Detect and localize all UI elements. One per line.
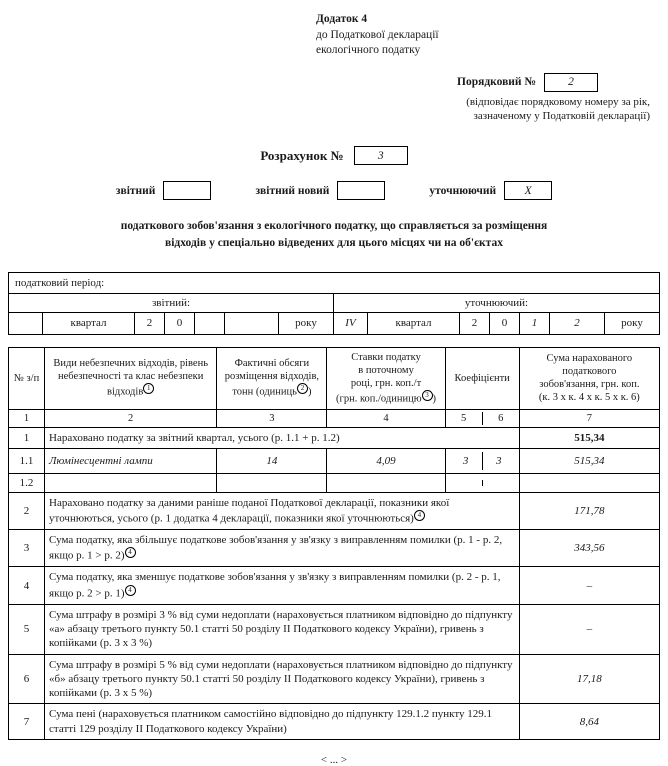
table-row	[9, 567, 660, 604]
header-volume-mark: 2	[297, 383, 308, 394]
row-volume[interactable]: 14	[217, 448, 327, 473]
reporting-year-digit-3[interactable]	[195, 313, 225, 334]
row-number: 3	[9, 530, 45, 567]
table-row	[9, 448, 660, 473]
correcting-prefix[interactable]: IV	[334, 313, 368, 334]
header-rate-line2: в поточному	[358, 364, 414, 376]
type-reporting-new	[255, 181, 385, 200]
type-correcting-label: уточнюючий	[429, 184, 497, 197]
correcting-year-digit-2[interactable]: 0	[490, 313, 520, 334]
row-number: 5	[9, 604, 45, 654]
row-description[interactable]	[45, 473, 217, 492]
correcting-quarter-label: квартал	[368, 313, 460, 334]
row-description: Сума штрафу в розмірі 5 % від суми недоплати (нараховується платником відповідно до підпункту «б» абзацу третього пункту 50.1 статті 50 розділу ІІ Податкового кодексу України), гривень з копійками (р. 3 х 5 %)	[45, 654, 520, 704]
order-number-field[interactable]: 2	[544, 73, 598, 92]
table-header-row	[9, 347, 660, 409]
document-page	[0, 12, 668, 766]
reporting-year-digit-1[interactable]: 2	[135, 313, 165, 334]
table-row	[9, 427, 660, 448]
row-sum[interactable]: –	[519, 567, 659, 604]
tax-period-reporting-cells	[9, 313, 333, 334]
header-sum-line2: податкового	[562, 365, 617, 377]
header-sum-line4: (к. 3 х к. 4 х к. 5 х к. 6)	[538, 392, 640, 404]
row-number: 7	[9, 704, 45, 740]
row-description-mark: 4	[414, 510, 425, 521]
tax-period-columns	[9, 294, 659, 334]
reporting-year-digit-4[interactable]	[225, 313, 279, 334]
table-column-numbers-row	[9, 409, 660, 427]
row-sum[interactable]	[519, 473, 659, 492]
header-volume: Фактичні обсяги розміщення відходів, тонн (одиниць 2 )	[217, 347, 327, 409]
row-number: 6	[9, 654, 45, 704]
order-note-line1: (відповідає порядковому номеру за рік,	[466, 95, 650, 108]
tax-period-correcting-header: уточнюючий:	[334, 294, 659, 313]
header-koef: Коефіцієнти	[445, 347, 519, 409]
correcting-year-digit-3[interactable]: 1	[520, 313, 550, 334]
type-correcting	[429, 181, 552, 200]
tax-period-correcting	[334, 294, 659, 334]
row-description-text: Нараховано податку за даними раніше поданої Податкової декларації, показники якої уточнюються, усього (р. 1 додатка 4 декларації, показники якої уточнюються)	[49, 496, 450, 525]
row-rate[interactable]	[327, 473, 445, 492]
calculation-number-field[interactable]: 3	[354, 146, 408, 165]
calculation-subtitle	[70, 218, 598, 251]
row-description-text: Сума податку, яка зменшує податкове зобов'язання у зв'язку з виправленням помилки (р. 2 - р. 1, якщо р. 2 > р. 1)	[49, 571, 501, 600]
colnum-4: 4	[327, 409, 445, 427]
order-number-label: Порядковий №	[457, 76, 536, 89]
header-sum	[519, 347, 659, 409]
header-rate-mark: 3	[422, 390, 433, 401]
row-koef	[445, 448, 519, 473]
row-number: 1.2	[9, 473, 45, 492]
header-rate-line3: році, грн. коп./т	[350, 377, 422, 389]
reporting-quarter-label: квартал	[43, 313, 135, 334]
table-row	[9, 604, 660, 654]
appendix-number: Додаток 4	[316, 13, 368, 25]
colnum-3: 3	[217, 409, 327, 427]
reporting-prefix[interactable]	[9, 313, 43, 334]
calculation-subtitle-line2: відходів у спеціально відведених для цього місцях чи на об'єктах	[165, 236, 503, 249]
table-row	[9, 492, 660, 529]
header-rate-line1: Ставки податку	[351, 351, 421, 363]
header-sum-line1: Сума нарахованого	[546, 352, 633, 364]
calculation-type-row	[0, 181, 668, 200]
row-description: Сума пені (нараховується платником самостійно відповідно до підпункту 129.1.2 пункту 129.1 статті 129 розділу ІІ Податкового кодексу України)	[45, 704, 520, 740]
correcting-year-word: року	[621, 317, 643, 330]
row-description	[45, 567, 520, 604]
reporting-year-digit-2[interactable]: 0	[165, 313, 195, 334]
row-rate[interactable]: 4,09	[327, 448, 445, 473]
tax-period-title: податковий період:	[9, 273, 659, 294]
table-row	[9, 530, 660, 567]
colnum-5: 5	[446, 412, 483, 425]
calculation-table	[8, 347, 660, 740]
row-sum[interactable]: 8,64	[519, 704, 659, 740]
colnum-56	[445, 409, 519, 427]
table-row	[9, 654, 660, 704]
colnum-6: 6	[498, 412, 504, 424]
tax-period-block	[8, 272, 660, 335]
row-koef-6[interactable]: 3	[495, 454, 502, 467]
header-rate-line4: (грн. коп./одиницю 3 )	[336, 390, 437, 405]
tax-period-correcting-cells	[334, 313, 659, 334]
row-description	[45, 530, 520, 567]
row-sum[interactable]: 17,18	[519, 654, 659, 704]
colnum-2: 2	[45, 409, 217, 427]
row-sum[interactable]: 515,34	[519, 427, 659, 448]
row-number: 2	[9, 492, 45, 529]
row-koef-5[interactable]: 3	[450, 452, 483, 470]
row-sum[interactable]: 515,34	[519, 448, 659, 473]
appendix-subtitle-line2: екологічного податку	[316, 44, 421, 57]
tax-period-reporting	[9, 294, 334, 334]
row-description	[45, 492, 520, 529]
correcting-year-digit-4[interactable]: 2	[550, 313, 605, 334]
row-description-text: Сума податку, яка збільшує податкове зобов'язання у зв'язку з виправленням помилки (р. 1 - р. 2, якщо р. 1 > р. 2)	[49, 534, 503, 563]
type-correcting-checkbox[interactable]: Х	[504, 181, 552, 200]
appendix-header	[0, 12, 650, 59]
type-reporting	[116, 181, 212, 200]
row-description-mark: 4	[125, 547, 136, 558]
continuation-marker: < ... >	[320, 754, 348, 766]
row-number: 1	[9, 427, 45, 448]
header-kinds	[45, 347, 217, 409]
row-number: 1.1	[9, 448, 45, 473]
header-kinds-mark: 1	[143, 383, 154, 394]
row-koef	[445, 473, 519, 492]
row-description: Сума штрафу в розмірі 3 % від суми недоплати (нараховується платником відповідно до підпункту «а» абзацу третього пункту 50.1 статті 50 розділу ІІ Податкового кодексу України), гривень з копійками (р. 3 х 3 %)	[45, 604, 520, 654]
order-number-note	[0, 95, 668, 125]
row-sum[interactable]: 343,56	[519, 530, 659, 567]
calculation-number-row	[0, 146, 668, 165]
header-rate-line4-text: (грн. коп./одиницю	[336, 393, 422, 405]
type-reporting-new-label: звітний новий	[255, 184, 330, 197]
row-description[interactable]: Люмінесцентні лампи	[45, 448, 217, 473]
order-note-line2: зазначеному у Податковій декларації)	[473, 110, 650, 123]
type-reporting-checkbox[interactable]	[163, 181, 211, 200]
row-description-mark: 4	[125, 585, 136, 596]
table-row	[9, 473, 660, 492]
header-kinds-text: Види небезпечних відходів, рівень небезпечності та клас небезпеки відходів	[53, 358, 208, 398]
row-koef-5[interactable]	[450, 480, 483, 486]
row-sum[interactable]: 171,78	[519, 492, 659, 529]
row-description: Нараховано податку за звітний квартал, усього (р. 1.1 + р. 1.2)	[45, 427, 520, 448]
header-num: № з/п	[9, 347, 45, 409]
type-reporting-label: звітний	[115, 184, 156, 197]
row-volume[interactable]	[217, 473, 327, 492]
colnum-7: 7	[519, 409, 659, 427]
appendix-subtitle-line1: до Податкової декларації	[316, 28, 439, 41]
type-reporting-new-checkbox[interactable]	[337, 181, 385, 200]
row-number: 4	[9, 567, 45, 604]
colnum-1: 1	[9, 409, 45, 427]
correcting-year-digit-1[interactable]: 2	[460, 313, 490, 334]
calculation-subtitle-line1: податкового зобов'язання з екологічного податку, що справляється за розміщення	[120, 220, 548, 233]
calculation-number-label: Розрахунок №	[260, 147, 344, 163]
table-row	[9, 704, 660, 740]
order-number-row	[0, 73, 668, 92]
row-koef-6[interactable]	[483, 480, 515, 486]
row-sum[interactable]: –	[519, 604, 659, 654]
tax-period-reporting-header: звітний:	[9, 294, 333, 313]
reporting-year-word: року	[295, 317, 317, 330]
header-volume-text: Фактичні обсяги розміщення відходів, тонн (одиниць	[224, 358, 320, 398]
header-sum-line3: зобов'язання, грн. коп.	[539, 379, 640, 391]
header-rate	[327, 347, 445, 409]
